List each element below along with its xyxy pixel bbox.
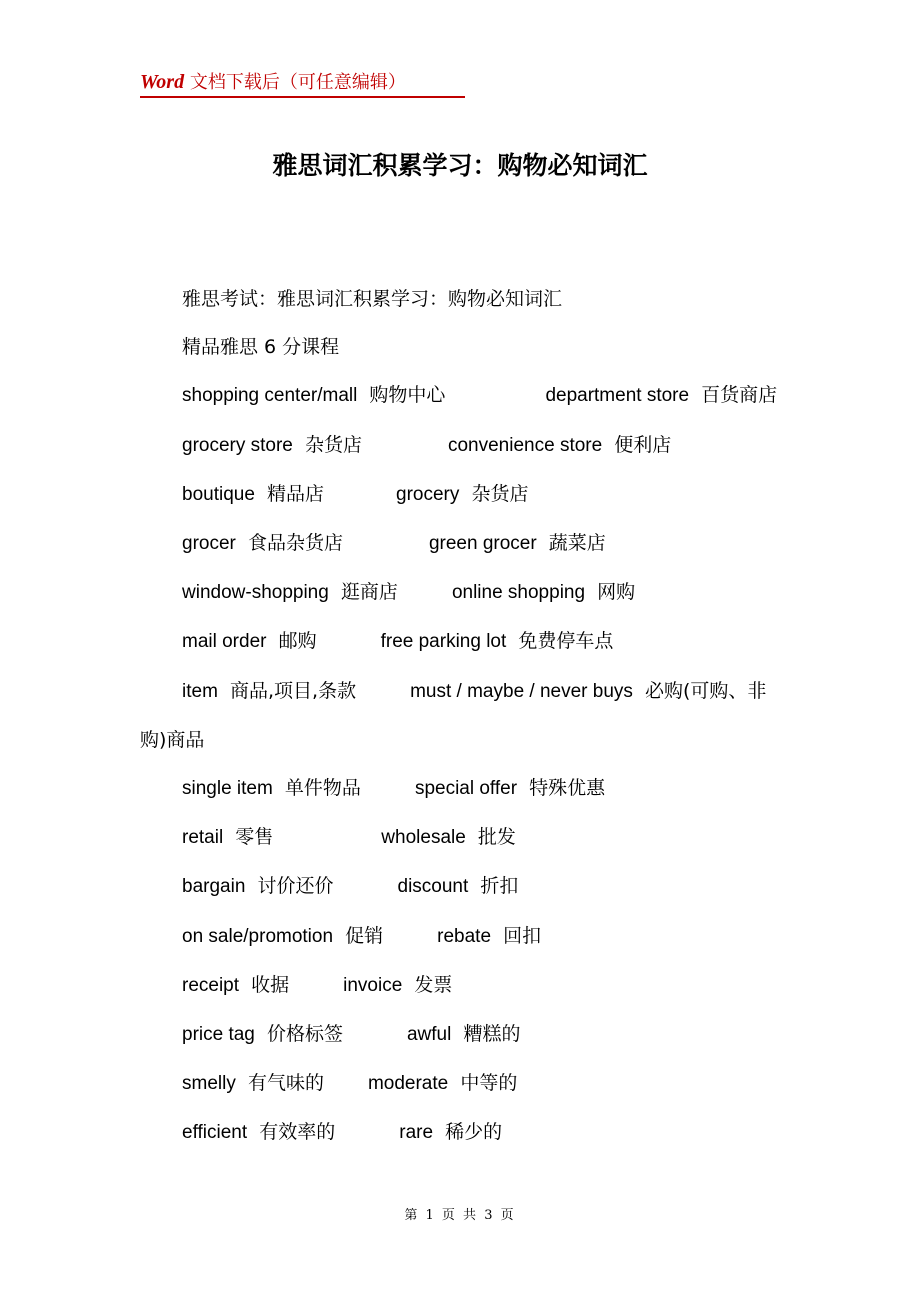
document-title: 雅思词汇积累学习：购物必知词汇: [272, 151, 648, 180]
term-english: rare: [399, 1122, 434, 1144]
intro-line-exam: 雅思考试：雅思词汇积累学习：购物必知词汇: [182, 288, 563, 310]
term-english: department store: [545, 385, 690, 407]
vocabulary-row: [140, 1108, 785, 1157]
term-english: awful: [406, 1024, 452, 1046]
term-chinese: 食品杂货店: [247, 532, 343, 555]
term-english: moderate: [367, 1073, 449, 1095]
term-english: mail order: [182, 631, 267, 653]
term-chinese: 便利店: [614, 433, 672, 456]
term-english: grocery store: [182, 434, 293, 456]
term-english: item: [182, 680, 218, 702]
term-chinese: 促销: [345, 924, 384, 947]
term-chinese: 邮购: [278, 630, 317, 653]
term-english: bargain: [182, 876, 246, 898]
term-chinese: 价格标签: [266, 1023, 343, 1046]
page-footer: 第 1 页 共 3 页: [404, 1208, 516, 1223]
vocabulary-row: [140, 617, 785, 666]
term-chinese: 网购: [597, 581, 636, 604]
term-english: on sale/promotion: [182, 925, 334, 947]
term-english: green grocer: [428, 533, 537, 555]
term-chinese: 逛商店: [340, 581, 398, 604]
term-chinese: 百货商店: [701, 384, 778, 407]
term-english: special offer: [414, 778, 518, 800]
vocabulary-list: [140, 371, 785, 1157]
term-chinese: 商品,项目,条款: [230, 679, 357, 702]
term-chinese: 收据: [251, 973, 290, 996]
vocabulary-row: [140, 519, 785, 568]
term-english: shopping center/mall: [182, 385, 358, 407]
vocabulary-row: [140, 667, 785, 764]
term-english: window-shopping: [182, 582, 329, 604]
term-english: efficient: [182, 1122, 248, 1144]
term-english: boutique: [182, 483, 255, 505]
vocabulary-row: [140, 1010, 785, 1059]
term-english: online shopping: [451, 582, 586, 604]
term-chinese: 杂货店: [471, 482, 529, 505]
term-chinese: 批发: [477, 826, 516, 849]
term-chinese: 讨价还价: [257, 875, 334, 898]
term-chinese: 回扣: [503, 924, 542, 947]
term-english: smelly: [182, 1073, 236, 1095]
vocabulary-row: [140, 1059, 785, 1108]
vocabulary-row: [140, 961, 785, 1010]
term-english: discount: [397, 876, 469, 898]
term-chinese: 中等的: [460, 1072, 518, 1095]
vocabulary-row: [140, 421, 785, 470]
download-note-text: 文档下载后（可任意编辑）: [184, 72, 406, 93]
term-english: must / maybe / never buys: [410, 680, 633, 702]
term-chinese: 糟糕的: [463, 1023, 521, 1046]
term-english: invoice: [343, 974, 403, 996]
term-english: convenience store: [447, 434, 603, 456]
term-english: receipt: [182, 974, 240, 996]
vocabulary-row: [140, 371, 785, 420]
term-english: free parking lot: [380, 631, 507, 653]
term-chinese: 蔬菜店: [548, 532, 606, 555]
term-chinese: 有气味的: [247, 1072, 324, 1095]
term-english: wholesale: [381, 827, 466, 849]
term-chinese: 发票: [414, 973, 453, 996]
term-english: grocer: [182, 533, 236, 555]
vocabulary-row: [140, 862, 785, 911]
term-chinese: 有效率的: [259, 1121, 336, 1144]
term-chinese: 免费停车点: [518, 630, 614, 653]
term-chinese: 必购(可购、非购)商品: [140, 679, 767, 751]
download-note: [140, 66, 406, 98]
term-chinese: 精品店: [267, 482, 325, 505]
term-chinese: 特殊优惠: [529, 777, 606, 800]
vocabulary-row: [140, 912, 785, 961]
term-chinese: 购物中心: [369, 384, 446, 407]
term-chinese: 稀少的: [445, 1121, 503, 1144]
term-english: single item: [182, 778, 273, 800]
term-chinese: 折扣: [480, 875, 519, 898]
term-english: grocery: [396, 483, 460, 505]
header-underline: [140, 96, 465, 98]
vocabulary-row: [140, 764, 785, 813]
term-english: rebate: [437, 925, 492, 947]
intro-line-course: 精品雅思 6 分课程: [182, 336, 340, 359]
vocabulary-row: [140, 813, 785, 862]
term-chinese: 杂货店: [304, 433, 362, 456]
term-chinese: 单件物品: [284, 777, 361, 800]
vocabulary-row: [140, 470, 785, 519]
download-note-word: Word: [140, 71, 185, 93]
term-chinese: 零售: [235, 826, 274, 849]
term-english: retail: [182, 827, 224, 849]
vocabulary-row: [140, 568, 785, 617]
document-body: [140, 275, 785, 1158]
term-english: price tag: [182, 1024, 255, 1046]
